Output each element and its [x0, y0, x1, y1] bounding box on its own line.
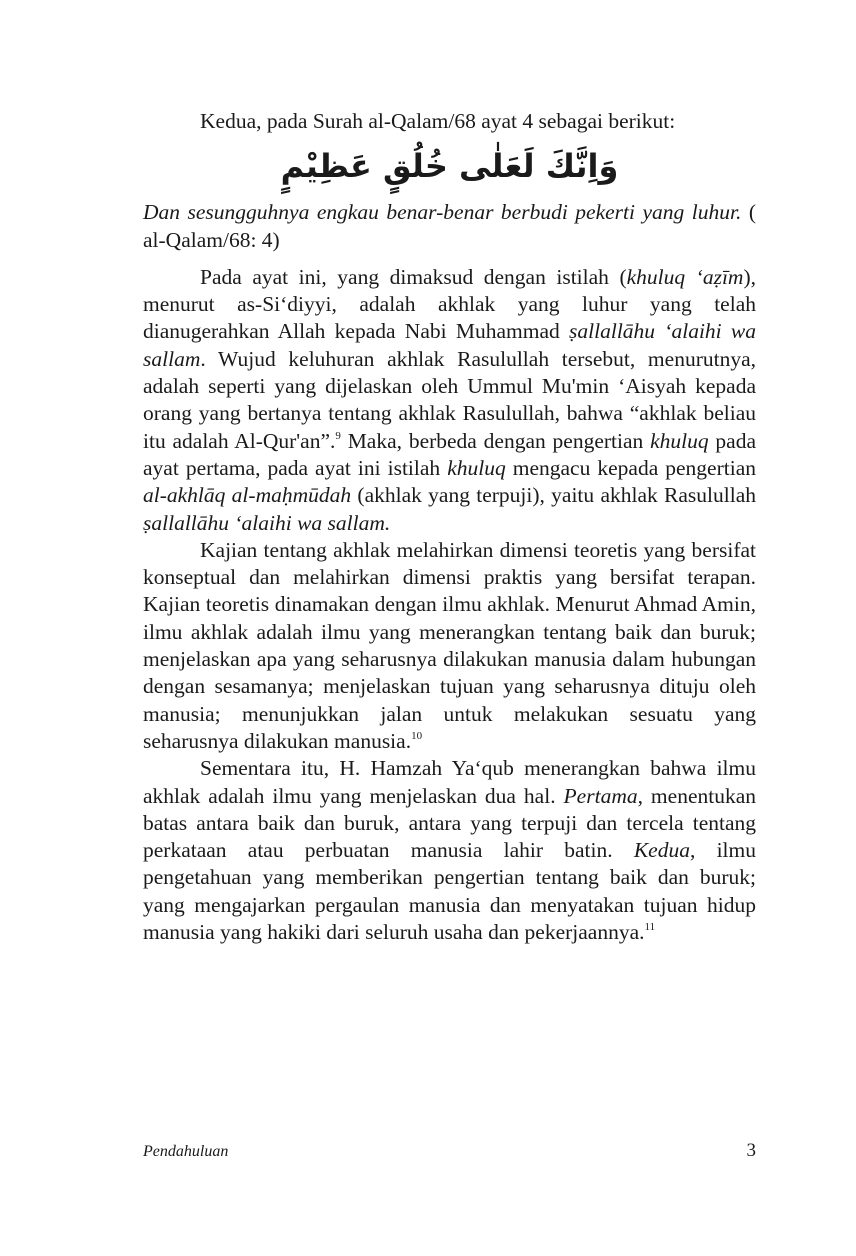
- term-salawat: ṣallallāhu ‘alaihi wa sallam: [143, 319, 756, 371]
- term-salawat: ṣallallāhu ‘alaihi wa sallam.: [143, 510, 391, 535]
- term-khuluq: khuluq: [447, 455, 506, 480]
- footnote-ref-11[interactable]: 11: [644, 921, 656, 934]
- term-pertama: Pertama: [563, 783, 638, 808]
- text: Kajian tentang akhlak melahirkan dimensi teoretis yang bersifat konseptual dan melahirkan dimensi praktis yang bersifat terapan. Kajian teoretis dinamakan dengan ilmu akhlak. Menurut Ahmad Amin, ilmu akhlak adalah ilmu yang menerangkan tentang baik dan buruk; menjelaskan apa yang seharusnya dilakukan manusia dalam hubungan dengan sesamanya; menjelaskan tujuan yang seharusnya dituju oleh manusia; menunjukkan jalan untuk melakukan sesuatu yang seharusnya dilakukan manusia.: [143, 537, 756, 753]
- term-kedua: Kedua: [633, 838, 690, 863]
- text: Sementara itu, H. Hamzah Ya‘qub menerangkan bahwa ilmu akhlak adalah ilmu yang menjelaskan dua hal.: [143, 756, 756, 808]
- intro-line: Kedua, pada Surah al-Qalam/68 ayat 4 sebagai berikut:: [200, 109, 676, 133]
- page-footer: [143, 1140, 756, 1162]
- translation-citation: ( al-Qalam/68: 4): [143, 200, 756, 252]
- page-number: 3: [746, 1140, 756, 1161]
- term-akhlaq-mahmudah: al-akhlāq al-maḥmūdah: [143, 483, 352, 508]
- footnote-ref-10[interactable]: 10: [411, 729, 423, 742]
- text: , ilmu pengetahuan yang memberikan pengertian tentang baik dan buruk; yang mengajarkan pergaulan manusia dan menyatakan tujuan hidup manusia yang hakiki dari seluruh usaha dan pekerjaannya.: [143, 838, 756, 945]
- running-footer-title: Pendahuluan: [143, 1143, 229, 1160]
- text: mengacu kepada pengertian: [505, 455, 756, 480]
- text: pada ayat pertama, pada ayat ini istilah: [143, 428, 756, 480]
- term-khuluq-azim: khuluq ‘aẓīm: [626, 264, 744, 289]
- text: ), menurut as-Si‘diyyi, adalah akhlak yang luhur yang telah dianugerahkan Allah kepada Nabi Muhammad: [143, 264, 756, 344]
- text: . Wujud keluhuran akhlak Rasulullah tersebut, menurutnya, adalah seperti yang dijelaskan oleh Ummul Mu'min ‘Aisyah kepada orang yang bertanya tentang akhlak Rasulullah, bahwa “akhlak beliau itu adalah Al-Qur'an”.: [143, 346, 756, 453]
- text: (akhlak yang terpuji), yaitu akhlak Rasulullah: [351, 483, 756, 508]
- arabic-verse: وَاِنَّكَ لَعَلٰى خُلُقٍ عَظِيْمٍ: [280, 147, 619, 186]
- text: Pada ayat ini, yang dimaksud dengan istilah (: [200, 264, 627, 289]
- text: Maka, berbeda dengan pengertian: [340, 428, 651, 453]
- translation-text: Dan sesungguhnya engkau benar-benar berbudi pekerti yang luhur.: [143, 200, 742, 225]
- page-body: [143, 108, 756, 946]
- text: , menentukan batas antara baik dan buruk, antara yang terpuji dan tercela tentang perkataan atau perbuatan manusia lahir batin.: [143, 783, 757, 863]
- footnote-ref-9[interactable]: 9: [335, 429, 341, 442]
- paragraph-khuluq-azim: [143, 264, 756, 537]
- verse-translation: [143, 199, 756, 254]
- term-khuluq: khuluq: [650, 428, 709, 453]
- paragraph-hamzah-yaqub: [143, 755, 756, 946]
- paragraph-ahmad-amin: [143, 537, 756, 755]
